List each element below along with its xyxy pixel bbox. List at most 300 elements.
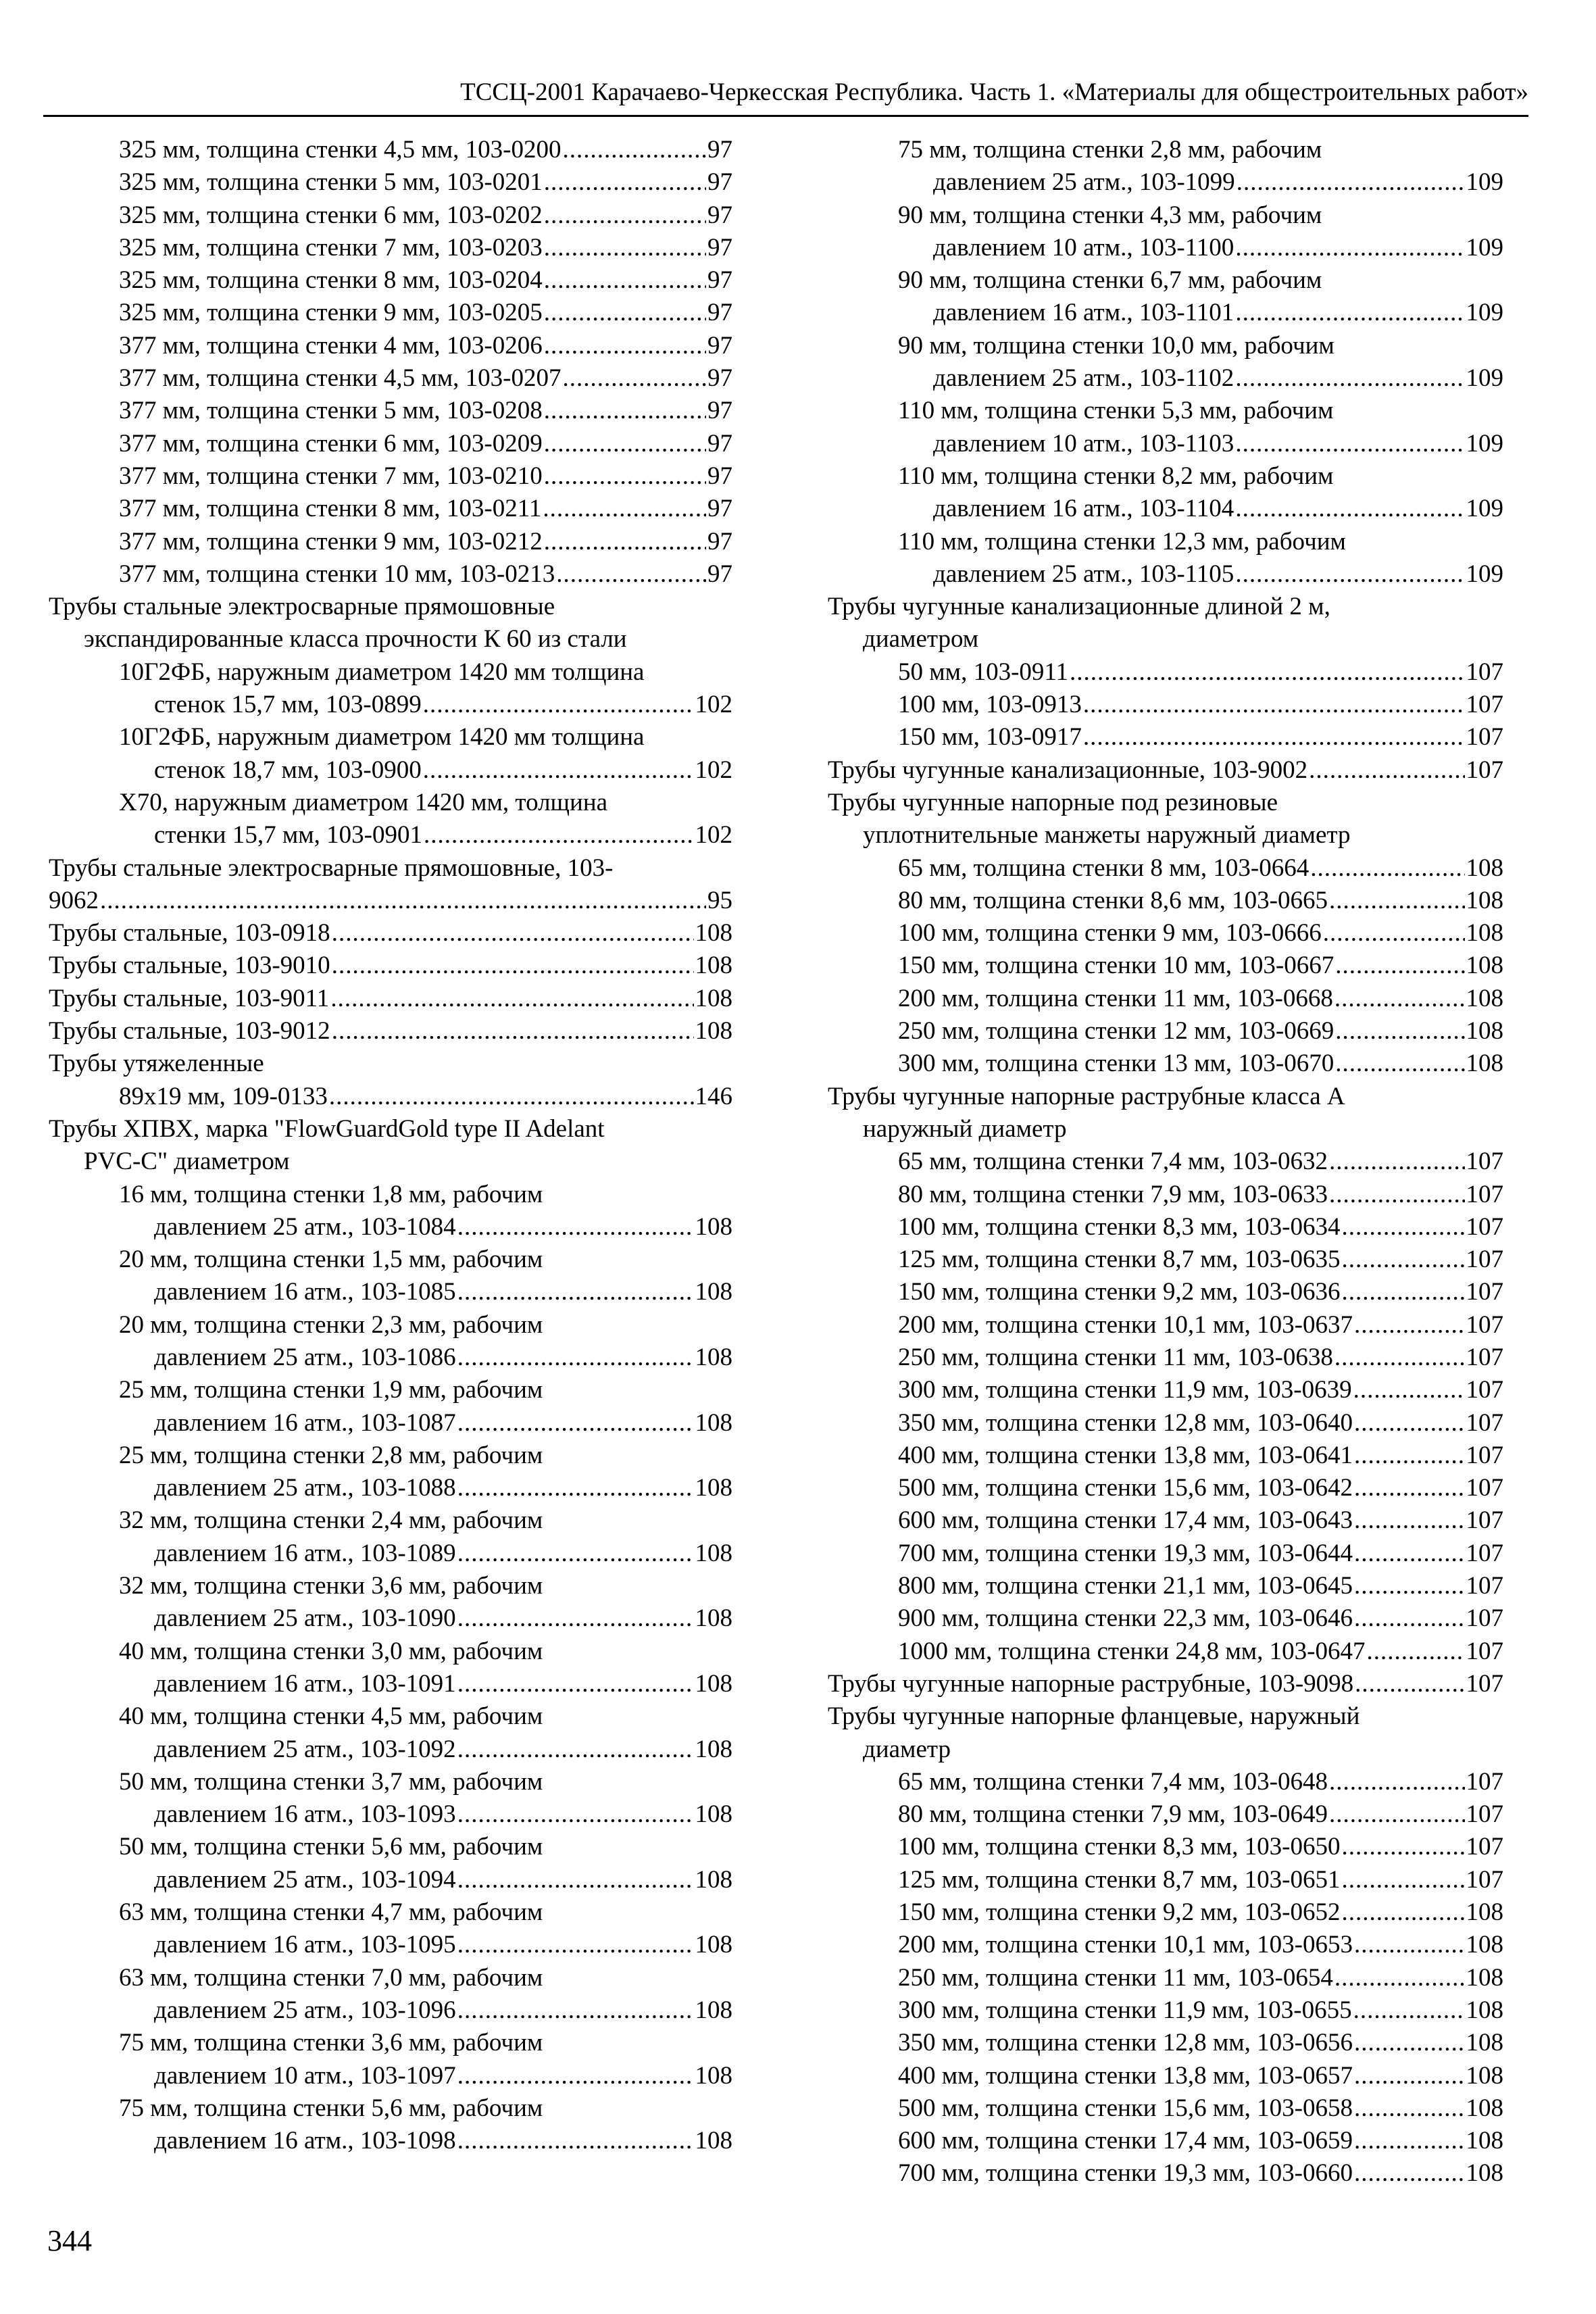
index-entry bbox=[49, 1407, 732, 1439]
entry-page-ref: 108 bbox=[695, 1343, 732, 1371]
index-entry bbox=[828, 362, 1503, 395]
entry-text: 80 мм, толщина стенки 7,9 мм, 103-0633 bbox=[898, 1180, 1328, 1208]
index-entry bbox=[49, 1766, 732, 1798]
entry-page-ref: 107 bbox=[1466, 1310, 1503, 1339]
entry-text: 65 мм, толщина стенки 8 мм, 103-0664 bbox=[898, 854, 1310, 882]
dot-leader bbox=[544, 460, 706, 493]
dot-leader bbox=[457, 1668, 694, 1700]
entry-text: 90 мм, толщина стенки 10,0 мм, рабочим bbox=[898, 331, 1335, 360]
index-entry bbox=[828, 1570, 1503, 1602]
dot-leader bbox=[1235, 297, 1464, 329]
index-entry bbox=[828, 1798, 1503, 1831]
dot-leader bbox=[1367, 1635, 1465, 1668]
index-entry bbox=[828, 1504, 1503, 1537]
entry-text: PVC-C" диаметром bbox=[84, 1148, 290, 1176]
entry-text: 90 мм, толщина стенки 4,3 мм, рабочим bbox=[898, 201, 1322, 229]
entry-page-ref: 97 bbox=[707, 136, 732, 164]
entry-page-ref: 109 bbox=[1466, 495, 1503, 523]
index-entry bbox=[49, 950, 732, 982]
entry-text: уплотнительные манжеты наружный диаметр bbox=[863, 821, 1351, 850]
index-entry bbox=[828, 1244, 1503, 1276]
index-entry bbox=[828, 2125, 1503, 2157]
index-entry bbox=[828, 1864, 1503, 1896]
index-entry bbox=[828, 2060, 1503, 2092]
index-entry bbox=[49, 330, 732, 362]
entry-page-ref: 97 bbox=[707, 462, 732, 490]
entry-text: Трубы чугунные напорные раструбные, 103-9098 bbox=[828, 1669, 1354, 1698]
entry-page-ref: 107 bbox=[1466, 723, 1503, 752]
index-entry bbox=[49, 1668, 732, 1700]
index-entry bbox=[49, 1962, 732, 1994]
entry-page-ref: 107 bbox=[1466, 1278, 1503, 1306]
entry-text: 10Г2ФБ, наружным диаметром 1420 мм толщина bbox=[119, 658, 645, 686]
index-entry bbox=[49, 558, 732, 591]
entry-page-ref: 108 bbox=[695, 1865, 732, 1894]
dot-leader bbox=[1354, 2125, 1465, 2157]
dot-leader bbox=[544, 395, 706, 427]
index-entry bbox=[49, 1439, 732, 1472]
entry-page-ref: 108 bbox=[1466, 2159, 1503, 2188]
entry-text: 700 мм, толщина стенки 19,3 мм, 103-0644 bbox=[898, 1539, 1353, 1567]
index-entry bbox=[828, 1179, 1503, 1211]
index-entry bbox=[828, 1733, 1503, 1766]
entry-text: 325 мм, толщина стенки 6 мм, 103-0202 bbox=[119, 201, 543, 229]
entry-page-ref: 97 bbox=[707, 429, 732, 458]
dot-leader bbox=[1329, 1179, 1465, 1211]
entry-page-ref: 108 bbox=[695, 1604, 732, 1633]
dot-leader bbox=[1070, 656, 1464, 689]
dot-leader bbox=[544, 166, 706, 199]
entry-text: 40 мм, толщина стенки 3,0 мм, рабочим bbox=[119, 1637, 543, 1665]
dot-leader bbox=[100, 885, 706, 917]
index-entry bbox=[828, 1407, 1503, 1439]
entry-text: 377 мм, толщина стенки 6 мм, 103-0209 bbox=[119, 429, 543, 458]
entry-page-ref: 109 bbox=[1466, 364, 1503, 393]
index-entry bbox=[49, 1602, 732, 1635]
entry-text: 150 мм, 103-0917 bbox=[898, 723, 1082, 752]
index-entry bbox=[828, 1048, 1503, 1080]
index-entry bbox=[49, 166, 732, 199]
index-entry bbox=[828, 1015, 1503, 1048]
dot-leader bbox=[457, 1602, 694, 1635]
index-entry bbox=[49, 395, 732, 427]
index-entry bbox=[828, 558, 1503, 591]
dot-leader bbox=[457, 1864, 694, 1896]
dot-leader bbox=[544, 264, 706, 297]
index-entry bbox=[49, 754, 732, 787]
index-entry bbox=[49, 428, 732, 460]
entry-text: 150 мм, толщина стенки 9,2 мм, 103-0636 bbox=[898, 1278, 1341, 1306]
dot-leader bbox=[1354, 2027, 1465, 2059]
entry-page-ref: 107 bbox=[1466, 1148, 1503, 1176]
index-column-right bbox=[828, 134, 1503, 2190]
index-entry bbox=[49, 1504, 732, 1537]
entry-text: 20 мм, толщина стенки 2,3 мм, рабочим bbox=[119, 1310, 543, 1339]
entry-text: 700 мм, толщина стенки 19,3 мм, 103-0660 bbox=[898, 2159, 1353, 2188]
entry-text: 100 мм, толщина стенки 8,3 мм, 103-0650 bbox=[898, 1833, 1341, 1861]
entry-text: давлением 16 атм., 103-1095 bbox=[154, 1931, 456, 1959]
entry-page-ref: 107 bbox=[1466, 1669, 1503, 1698]
index-entry bbox=[49, 1081, 732, 1113]
entry-page-ref: 108 bbox=[695, 1931, 732, 1959]
dot-leader bbox=[1335, 983, 1465, 1015]
entry-text: 500 мм, толщина стенки 15,6 мм, 103-0658 bbox=[898, 2094, 1353, 2122]
dot-leader bbox=[544, 297, 706, 329]
entry-text: давлением 25 атм., 103-1094 bbox=[154, 1865, 456, 1894]
index-entry bbox=[49, 623, 732, 656]
dot-leader bbox=[1329, 885, 1465, 917]
dot-leader bbox=[1335, 1962, 1465, 1994]
dot-leader bbox=[1335, 1048, 1464, 1080]
index-entry bbox=[49, 134, 732, 166]
dot-leader bbox=[329, 1081, 694, 1113]
entry-text: X70, наружным диаметром 1420 мм, толщина bbox=[119, 788, 608, 816]
entry-text: 350 мм, толщина стенки 12,8 мм, 103-0656 bbox=[898, 2029, 1353, 2057]
entry-page-ref: 107 bbox=[1466, 756, 1503, 784]
index-entry bbox=[828, 330, 1503, 362]
entry-page-ref: 108 bbox=[1466, 854, 1503, 882]
index-entry bbox=[49, 1537, 732, 1570]
entry-page-ref: 97 bbox=[707, 495, 732, 523]
entry-page-ref: 97 bbox=[707, 201, 732, 229]
dot-leader bbox=[543, 493, 706, 525]
entry-text: 325 мм, толщина стенки 5 мм, 103-0201 bbox=[119, 168, 543, 197]
index-entry bbox=[828, 1896, 1503, 1929]
index-entry bbox=[49, 852, 732, 885]
page-number: 344 bbox=[47, 2224, 92, 2257]
entry-text: диаметром bbox=[863, 625, 979, 654]
entry-text: 1000 мм, толщина стенки 24,8 мм, 103-0647 bbox=[898, 1637, 1366, 1665]
dot-leader bbox=[1354, 1407, 1465, 1439]
entry-text: Трубы стальные, 103-0918 bbox=[49, 919, 330, 947]
dot-leader bbox=[1342, 1864, 1465, 1896]
index-entry bbox=[49, 1015, 732, 1048]
entry-text: стенки 15,7 мм, 103-0901 bbox=[154, 821, 422, 850]
dot-leader bbox=[1354, 1537, 1465, 1570]
dot-leader bbox=[1083, 689, 1465, 721]
entry-page-ref: 97 bbox=[707, 527, 732, 556]
entry-text: 32 мм, толщина стенки 3,6 мм, рабочим bbox=[119, 1572, 543, 1600]
index-entry bbox=[49, 2092, 732, 2125]
entry-text: экспандированные класса прочности К 60 из стали bbox=[84, 625, 627, 654]
dot-leader bbox=[1235, 558, 1464, 591]
entry-text: давлением 25 атм., 103-1090 bbox=[154, 1604, 456, 1633]
entry-text: 377 мм, толщина стенки 4,5 мм, 103-0207 bbox=[119, 364, 562, 393]
entry-text: давлением 25 атм., 103-1099 bbox=[933, 168, 1235, 197]
dot-leader bbox=[1354, 2060, 1465, 2092]
index-entry bbox=[828, 1962, 1503, 1994]
index-entry bbox=[49, 885, 732, 917]
entry-page-ref: 108 bbox=[1466, 1898, 1503, 1927]
entry-page-ref: 108 bbox=[695, 1474, 732, 1502]
entry-page-ref: 108 bbox=[695, 1212, 732, 1241]
index-entry bbox=[828, 493, 1503, 525]
index-entry bbox=[828, 1211, 1503, 1244]
entry-page-ref: 108 bbox=[695, 1539, 732, 1567]
entry-text: давлением 16 атм., 103-1089 bbox=[154, 1539, 456, 1567]
dot-leader bbox=[1335, 1341, 1465, 1374]
index-entry bbox=[49, 1994, 732, 2027]
entry-text: давлением 16 атм., 103-1101 bbox=[933, 299, 1235, 327]
index-entry bbox=[49, 917, 732, 950]
entry-text: 50 мм, 103-0911 bbox=[898, 658, 1069, 686]
entry-text: 377 мм, толщина стенки 5 мм, 103-0208 bbox=[119, 397, 543, 425]
index-entry bbox=[49, 1113, 732, 1146]
dot-leader bbox=[544, 526, 706, 558]
entry-page-ref: 102 bbox=[695, 756, 732, 784]
dot-leader bbox=[1335, 1015, 1464, 1048]
entry-page-ref: 108 bbox=[1466, 984, 1503, 1012]
index-entry bbox=[828, 787, 1503, 819]
dot-leader bbox=[1235, 493, 1464, 525]
entry-text: давлением 16 атм., 103-1091 bbox=[154, 1669, 456, 1698]
entry-page-ref: 97 bbox=[707, 331, 732, 360]
entry-page-ref: 108 bbox=[695, 2061, 732, 2090]
entry-text: 75 мм, толщина стенки 3,6 мм, рабочим bbox=[119, 2029, 543, 2057]
entry-text: 16 мм, толщина стенки 1,8 мм, рабочим bbox=[119, 1180, 543, 1208]
entry-page-ref: 108 bbox=[1466, 2029, 1503, 2057]
entry-text: давлением 16 атм., 103-1104 bbox=[933, 495, 1235, 523]
index-entry bbox=[49, 1831, 732, 1863]
dot-leader bbox=[1354, 1602, 1465, 1635]
index-entry bbox=[49, 656, 732, 689]
dot-leader bbox=[1354, 1439, 1465, 1472]
entry-text: 400 мм, толщина стенки 13,8 мм, 103-0641 bbox=[898, 1441, 1353, 1469]
entry-text: 325 мм, толщина стенки 7 мм, 103-0203 bbox=[119, 233, 543, 262]
entry-text: 50 мм, толщина стенки 3,7 мм, рабочим bbox=[119, 1767, 543, 1796]
entry-text: 100 мм, толщина стенки 9 мм, 103-0666 bbox=[898, 919, 1322, 947]
index-entry bbox=[49, 1472, 732, 1504]
index-entry bbox=[828, 2157, 1503, 2190]
entry-text: давлением 10 атм., 103-1097 bbox=[154, 2061, 456, 2090]
entry-page-ref: 102 bbox=[695, 821, 732, 850]
entry-page-ref: 108 bbox=[695, 952, 732, 980]
entry-page-ref: 107 bbox=[1466, 1604, 1503, 1633]
index-entry bbox=[828, 1276, 1503, 1308]
entry-text: Трубы ХПВХ, марка "FlowGuardGold type II Adelant bbox=[49, 1114, 605, 1143]
index-entry bbox=[828, 1146, 1503, 1178]
dot-leader bbox=[1342, 1896, 1465, 1929]
entry-text: 150 мм, толщина стенки 10 мм, 103-0667 bbox=[898, 952, 1335, 980]
entry-text: 150 мм, толщина стенки 9,2 мм, 103-0652 bbox=[898, 1898, 1341, 1927]
entry-page-ref: 102 bbox=[695, 691, 732, 719]
dot-leader bbox=[1329, 1798, 1465, 1831]
entry-text: 350 мм, толщина стенки 12,8 мм, 103-0640 bbox=[898, 1408, 1353, 1437]
entry-text: 325 мм, толщина стенки 4,5 мм, 103-0200 bbox=[119, 136, 562, 164]
dot-leader bbox=[556, 558, 706, 591]
dot-leader bbox=[457, 1407, 694, 1439]
index-entry bbox=[49, 689, 732, 721]
entry-text: 200 мм, толщина стенки 11 мм, 103-0668 bbox=[898, 984, 1333, 1012]
index-column-left bbox=[49, 134, 732, 2157]
dot-leader bbox=[1354, 1472, 1465, 1504]
entry-text: 600 мм, толщина стенки 17,4 мм, 103-0659 bbox=[898, 2127, 1353, 2155]
index-entry bbox=[828, 819, 1503, 852]
entry-text: 200 мм, толщина стенки 10,1 мм, 103-0653 bbox=[898, 1931, 1353, 1959]
index-entry bbox=[828, 1113, 1503, 1146]
dot-leader bbox=[457, 1341, 694, 1374]
index-entry bbox=[49, 819, 732, 852]
entry-page-ref: 97 bbox=[707, 168, 732, 197]
dot-leader bbox=[1354, 1309, 1465, 1341]
dot-leader bbox=[330, 983, 693, 1015]
dot-leader bbox=[1342, 1244, 1465, 1276]
dot-leader bbox=[1235, 232, 1464, 264]
entry-text: давлением 25 атм., 103-1084 bbox=[154, 1212, 456, 1241]
index-entry bbox=[49, 1244, 732, 1276]
index-entry bbox=[49, 1570, 732, 1602]
index-entry bbox=[828, 1929, 1503, 1961]
entry-page-ref: 108 bbox=[695, 984, 732, 1012]
index-entry bbox=[49, 1929, 732, 1961]
dot-leader bbox=[1355, 1668, 1464, 1700]
entry-text: 80 мм, толщина стенки 8,6 мм, 103-0665 bbox=[898, 886, 1328, 914]
entry-text: 25 мм, толщина стенки 1,9 мм, рабочим bbox=[119, 1376, 543, 1404]
index-entry bbox=[828, 917, 1503, 950]
index-entry bbox=[49, 297, 732, 329]
index-entry bbox=[49, 1341, 732, 1374]
entry-text: давлением 16 атм., 103-1085 bbox=[154, 1278, 456, 1306]
dot-leader bbox=[1342, 1211, 1465, 1244]
entry-page-ref: 107 bbox=[1466, 1180, 1503, 1208]
entry-text: 100 мм, 103-0913 bbox=[898, 691, 1082, 719]
entry-text: 800 мм, толщина стенки 21,1 мм, 103-0645 bbox=[898, 1572, 1353, 1600]
entry-page-ref: 109 bbox=[1466, 168, 1503, 197]
entry-page-ref: 109 bbox=[1466, 299, 1503, 327]
entry-page-ref: 107 bbox=[1466, 1833, 1503, 1861]
entry-page-ref: 107 bbox=[1466, 1246, 1503, 1274]
index-entry bbox=[49, 787, 732, 819]
dot-leader bbox=[1354, 1929, 1465, 1961]
entry-page-ref: 107 bbox=[1466, 691, 1503, 719]
entry-page-ref: 107 bbox=[1466, 1474, 1503, 1502]
index-entry bbox=[49, 1635, 732, 1668]
entry-page-ref: 108 bbox=[1466, 1017, 1503, 1045]
entry-text: Трубы стальные, 103-9012 bbox=[49, 1017, 330, 1045]
index-entry bbox=[49, 2027, 732, 2059]
entry-text: Трубы стальные, 103-9011 bbox=[49, 984, 330, 1012]
entry-page-ref: 107 bbox=[1466, 1572, 1503, 1600]
dot-leader bbox=[457, 1276, 694, 1308]
entry-text: 900 мм, толщина стенки 22,3 мм, 103-0646 bbox=[898, 1604, 1353, 1633]
entry-text: давлением 25 атм., 103-1105 bbox=[933, 560, 1235, 588]
dot-leader bbox=[1323, 917, 1465, 950]
entry-page-ref: 97 bbox=[707, 560, 732, 588]
entry-page-ref: 97 bbox=[707, 364, 732, 393]
index-entry bbox=[49, 721, 732, 754]
dot-leader bbox=[332, 917, 694, 950]
index-entry bbox=[828, 1700, 1503, 1733]
entry-text: 377 мм, толщина стенки 7 мм, 103-0210 bbox=[119, 462, 543, 490]
entry-text: давлением 25 атм., 103-1088 bbox=[154, 1474, 456, 1502]
dot-leader bbox=[457, 1994, 694, 2027]
index-entry bbox=[49, 493, 732, 525]
entry-text: Трубы стальные, 103-9010 bbox=[49, 952, 330, 980]
dot-leader bbox=[1342, 1276, 1465, 1308]
dot-leader bbox=[1354, 1504, 1465, 1537]
entry-text: 90 мм, толщина стенки 6,7 мм, рабочим bbox=[898, 266, 1322, 295]
dot-leader bbox=[424, 819, 694, 852]
entry-text: стенок 18,7 мм, 103-0900 bbox=[154, 756, 422, 784]
index-entry bbox=[828, 232, 1503, 264]
entry-page-ref: 107 bbox=[1466, 1408, 1503, 1437]
entry-text: 200 мм, толщина стенки 10,1 мм, 103-0637 bbox=[898, 1310, 1353, 1339]
index-entry bbox=[828, 885, 1503, 917]
entry-text: 250 мм, толщина стенки 11 мм, 103-0654 bbox=[898, 1963, 1333, 1992]
entry-page-ref: 108 bbox=[1466, 2127, 1503, 2155]
entry-page-ref: 108 bbox=[1466, 1963, 1503, 1992]
entry-page-ref: 107 bbox=[1466, 1343, 1503, 1371]
entry-text: давлением 16 атм., 103-1087 bbox=[154, 1408, 456, 1437]
entry-text: давлением 25 атм., 103-1102 bbox=[933, 364, 1235, 393]
dot-leader bbox=[457, 2060, 694, 2092]
entry-page-ref: 108 bbox=[695, 1017, 732, 1045]
index-entry bbox=[828, 526, 1503, 558]
index-entry bbox=[49, 1048, 732, 1080]
index-entry bbox=[828, 297, 1503, 329]
entry-text: 400 мм, толщина стенки 13,8 мм, 103-0657 bbox=[898, 2061, 1353, 2090]
entry-page-ref: 107 bbox=[1466, 658, 1503, 686]
entry-text: давлением 10 атм., 103-1100 bbox=[933, 233, 1235, 262]
dot-leader bbox=[1354, 2092, 1465, 2125]
index-entry bbox=[828, 852, 1503, 885]
dot-leader bbox=[1353, 1994, 1465, 2027]
entry-page-ref: 108 bbox=[1466, 886, 1503, 914]
dot-leader bbox=[457, 2125, 694, 2157]
entry-text: 20 мм, толщина стенки 1,5 мм, рабочим bbox=[119, 1246, 543, 1274]
entry-text: 63 мм, толщина стенки 4,7 мм, рабочим bbox=[119, 1898, 543, 1927]
entry-text: Трубы чугунные напорные раструбные класса А bbox=[828, 1082, 1345, 1110]
entry-text: 250 мм, толщина стенки 12 мм, 103-0669 bbox=[898, 1017, 1335, 1045]
dot-leader bbox=[457, 1733, 694, 1766]
entry-page-ref: 108 bbox=[1466, 919, 1503, 947]
entry-text: давлением 16 атм., 103-1098 bbox=[154, 2127, 456, 2155]
index-entry bbox=[828, 623, 1503, 656]
entry-page-ref: 107 bbox=[1466, 1637, 1503, 1665]
entry-text: 110 мм, толщина стенки 8,2 мм, рабочим bbox=[898, 462, 1334, 490]
index-entry bbox=[49, 1179, 732, 1211]
index-entry bbox=[828, 1668, 1503, 1700]
index-entry bbox=[828, 1602, 1503, 1635]
entry-text: 63 мм, толщина стенки 7,0 мм, рабочим bbox=[119, 1963, 543, 1992]
index-entry bbox=[828, 1635, 1503, 1668]
index-entry bbox=[49, 199, 732, 232]
index-entry bbox=[49, 1896, 732, 1929]
index-entry bbox=[828, 950, 1503, 982]
entry-text: 75 мм, толщина стенки 2,8 мм, рабочим bbox=[898, 136, 1322, 164]
dot-leader bbox=[563, 362, 707, 395]
entry-page-ref: 107 bbox=[1466, 1376, 1503, 1404]
entry-page-ref: 108 bbox=[1466, 2061, 1503, 2090]
dot-leader bbox=[1353, 1374, 1465, 1406]
entry-page-ref: 108 bbox=[695, 1800, 732, 1829]
index-entry bbox=[828, 2027, 1503, 2059]
entry-page-ref: 107 bbox=[1466, 1800, 1503, 1829]
dot-leader bbox=[1309, 754, 1464, 787]
index-entry bbox=[828, 1831, 1503, 1863]
entry-page-ref: 108 bbox=[695, 1408, 732, 1437]
entry-page-ref: 108 bbox=[1466, 1996, 1503, 2024]
index-entry bbox=[49, 264, 732, 297]
entry-page-ref: 108 bbox=[695, 2127, 732, 2155]
entry-page-ref: 108 bbox=[695, 1996, 732, 2024]
dot-leader bbox=[1237, 166, 1465, 199]
index-entry bbox=[828, 1766, 1503, 1798]
dot-leader bbox=[1083, 721, 1465, 754]
entry-page-ref: 107 bbox=[1466, 1539, 1503, 1567]
index-entry bbox=[828, 1994, 1503, 2027]
entry-text: 65 мм, толщина стенки 7,4 мм, 103-0632 bbox=[898, 1148, 1328, 1176]
